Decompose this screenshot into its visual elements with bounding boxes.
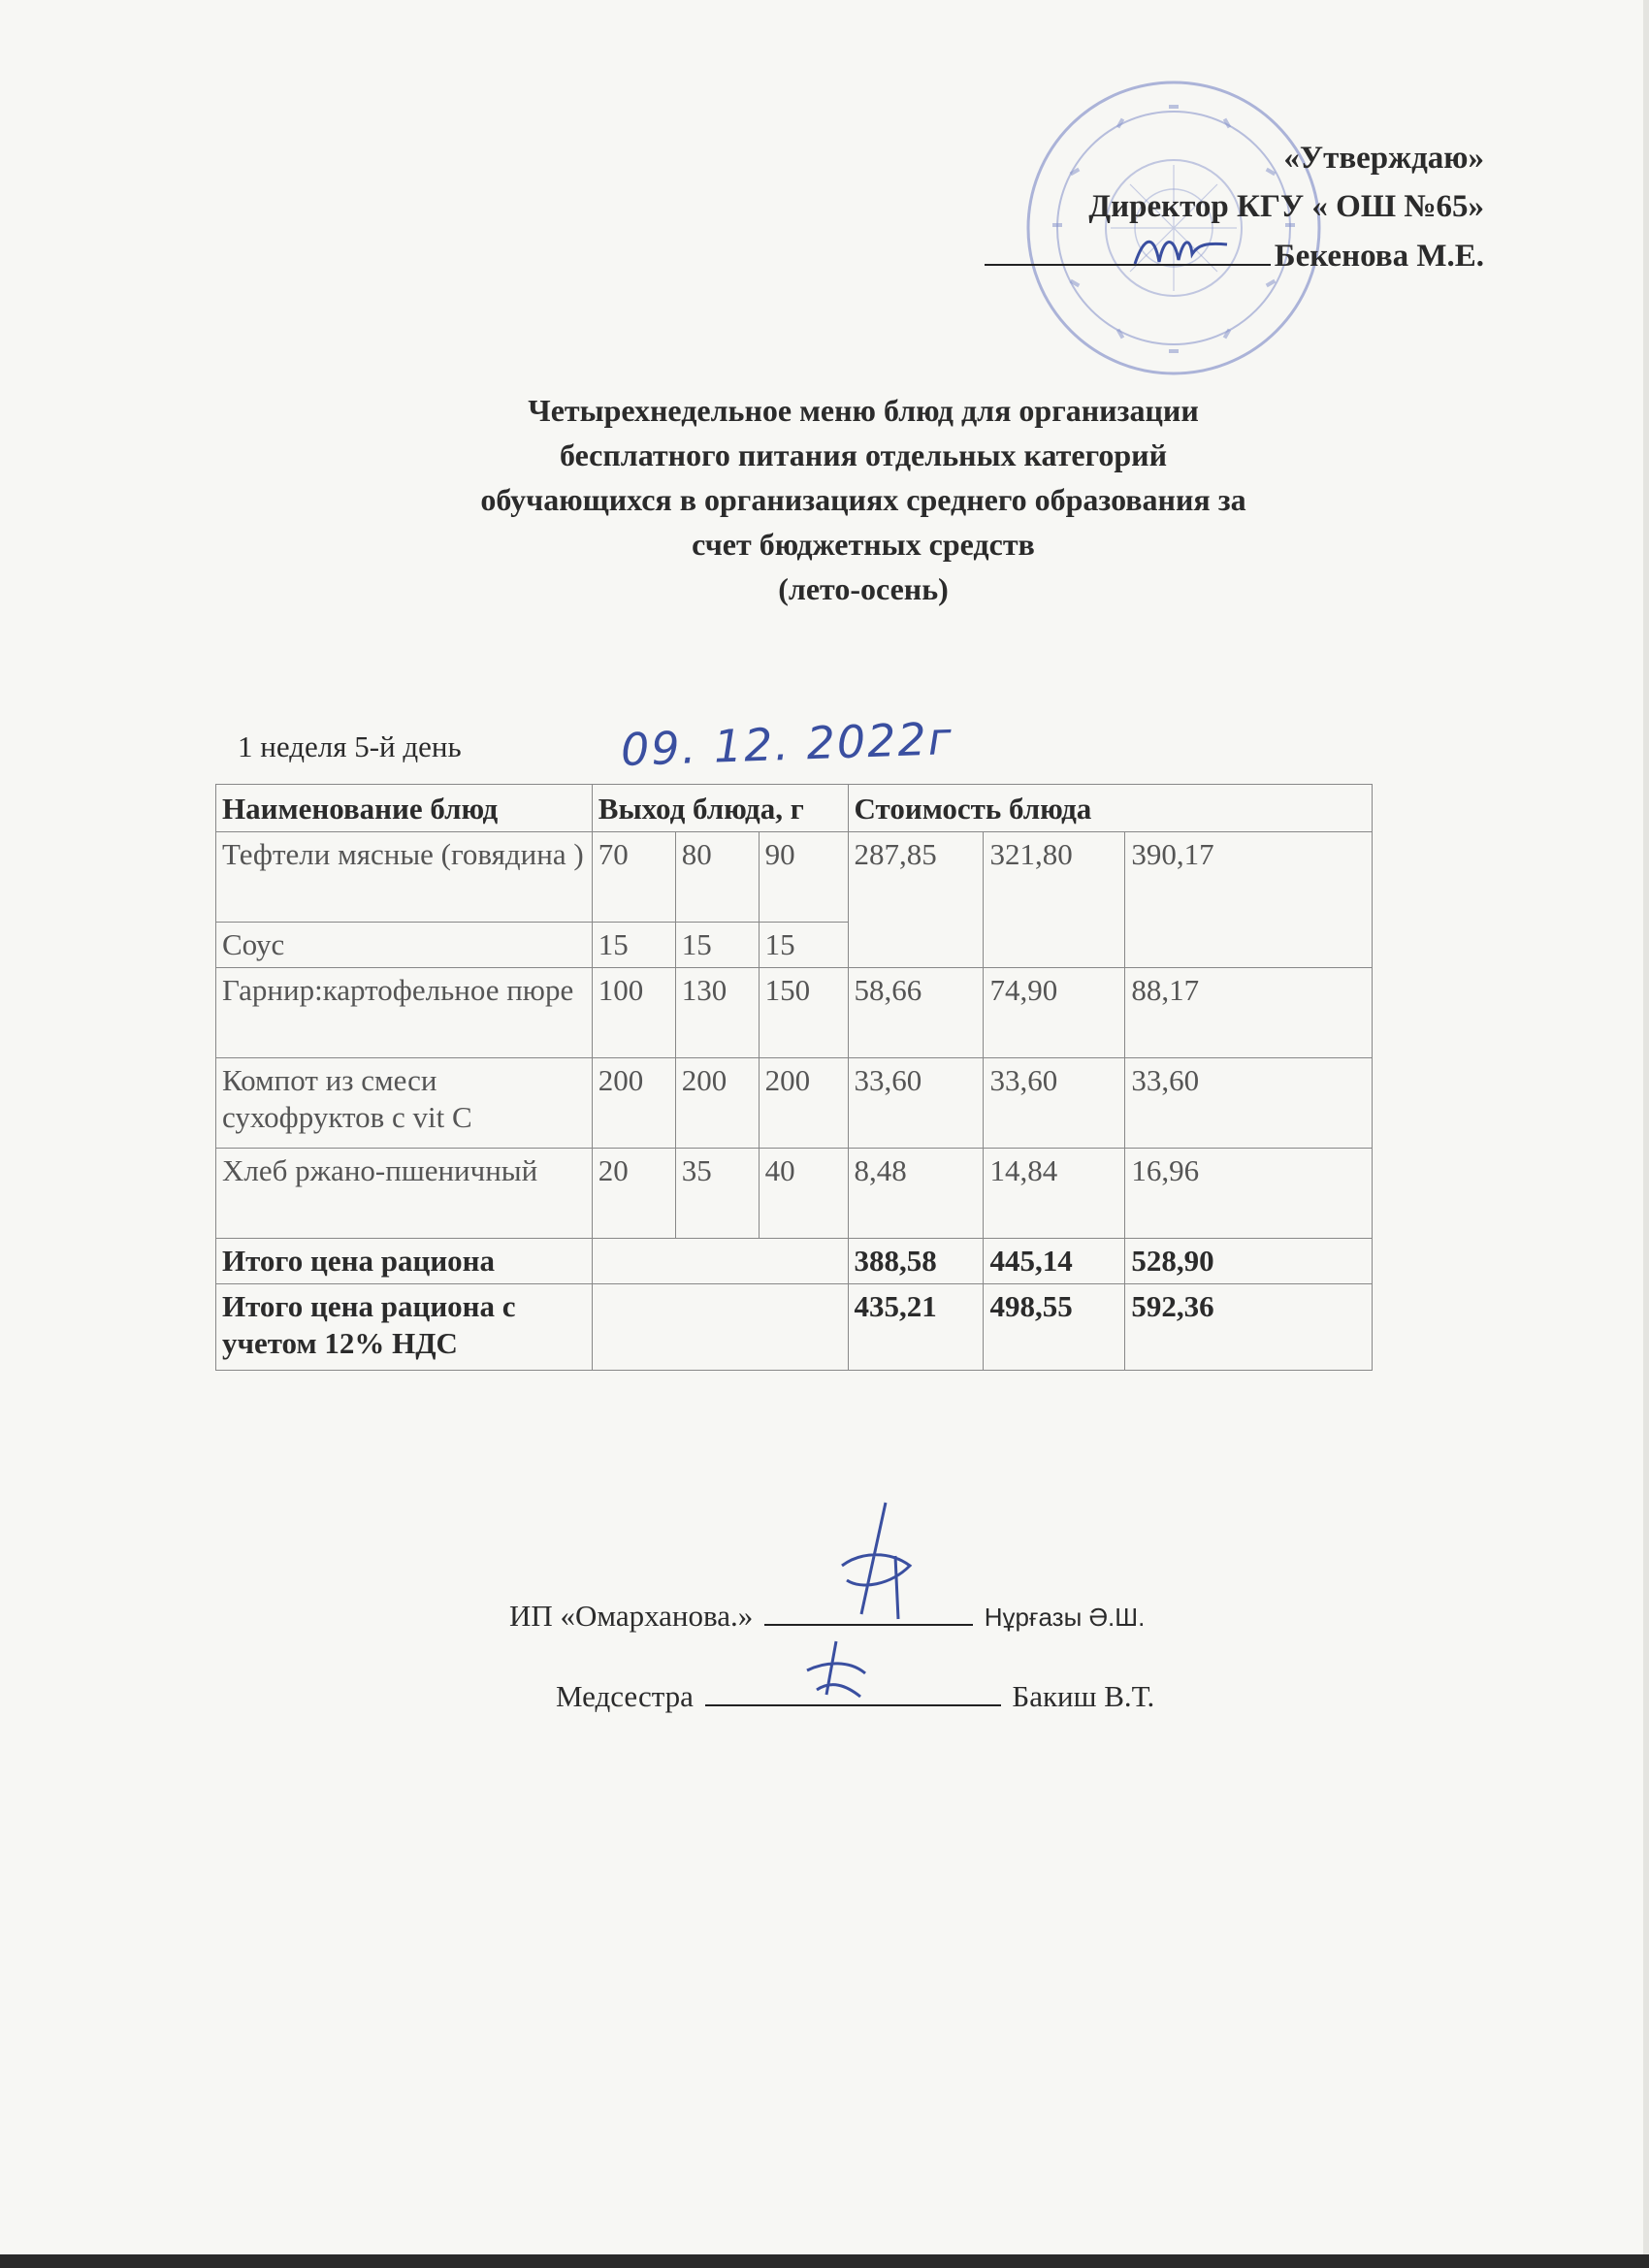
cost-cell: 74,90 <box>984 968 1125 1058</box>
yield-cell: 90 <box>759 832 848 923</box>
yield-cell: 200 <box>675 1058 759 1149</box>
dish-name: Компот из смеси сухофруктов с vit C <box>216 1058 593 1149</box>
title-line-3: обучающихся в организациях среднего образования за <box>480 482 1246 517</box>
supplier-label: ИП «Омарханова.» <box>509 1599 754 1633</box>
director-name: Бекенова М.Е. <box>1274 239 1484 274</box>
cost-cell: 33,60 <box>984 1058 1125 1149</box>
dish-name: Гарнир:картофельное пюре <box>216 968 593 1058</box>
table-row <box>216 1149 1373 1239</box>
supplier-name: Нұрғазы Ә.Ш. <box>984 1603 1146 1632</box>
nurse-signature-scribble-icon <box>797 1636 875 1704</box>
table-row <box>216 832 1373 923</box>
total-cost: 388,58 <box>848 1239 984 1284</box>
header-name: Наименование блюд <box>216 785 593 832</box>
cost-cell: 8,48 <box>848 1149 984 1239</box>
cost-cell: 287,85 <box>848 832 984 968</box>
cost-cell: 58,66 <box>848 968 984 1058</box>
cost-cell: 88,17 <box>1125 968 1373 1058</box>
nurse-label: Медсестра <box>556 1679 694 1713</box>
header-cost: Стоимость блюда <box>848 785 1372 832</box>
supplier-signature-scribble-icon <box>823 1498 929 1624</box>
total-row <box>216 1239 1373 1284</box>
cost-cell: 33,60 <box>1125 1058 1373 1149</box>
total-vat-label: Итого цена рациона с учетом 12% НДС <box>216 1284 593 1371</box>
yield-cell: 35 <box>675 1149 759 1239</box>
yield-cell: 40 <box>759 1149 848 1239</box>
yield-cell: 200 <box>592 1058 675 1149</box>
cost-cell: 390,17 <box>1125 832 1373 968</box>
yield-cell: 100 <box>592 968 675 1058</box>
table-row <box>216 968 1373 1058</box>
document-title <box>291 388 1436 611</box>
director-signature-scribble-icon <box>1130 225 1237 274</box>
total-vat-empty-cell <box>592 1284 848 1371</box>
cost-cell: 33,60 <box>848 1058 984 1149</box>
yield-cell: 15 <box>675 923 759 968</box>
table-row <box>216 1058 1373 1149</box>
yield-cell: 150 <box>759 968 848 1058</box>
total-vat-cost: 498,55 <box>984 1284 1125 1371</box>
scan-edge <box>1643 0 1649 2268</box>
total-cost: 528,90 <box>1125 1239 1373 1284</box>
nurse-signature-row <box>556 1675 1649 1714</box>
yield-cell: 80 <box>675 832 759 923</box>
dish-name: Соус <box>216 923 593 968</box>
cost-cell: 16,96 <box>1125 1149 1373 1239</box>
title-line-4: счет бюджетных средств <box>692 527 1035 562</box>
yield-cell: 130 <box>675 968 759 1058</box>
total-vat-cost: 435,21 <box>848 1284 984 1371</box>
supplier-signature-line <box>764 1595 973 1626</box>
cost-cell: 14,84 <box>984 1149 1125 1239</box>
week-day-label: 1 неделя 5-й день <box>238 729 462 763</box>
supplier-signature-row <box>509 1595 1649 1634</box>
table-header-row <box>216 785 1373 832</box>
yield-cell: 200 <box>759 1058 848 1149</box>
menu-table <box>215 784 1373 1371</box>
approval-signature-line <box>985 231 1484 280</box>
yield-cell: 70 <box>592 832 675 923</box>
scan-edge-bottom <box>0 2254 1649 2268</box>
director-signature <box>985 231 1271 266</box>
total-vat-cost: 592,36 <box>1125 1284 1373 1371</box>
nurse-signature-line <box>705 1675 1001 1706</box>
approval-heading: «Утверждаю» <box>1283 141 1484 176</box>
yield-cell: 20 <box>592 1149 675 1239</box>
total-vat-row <box>216 1284 1373 1371</box>
dish-name: Тефтели мясные (говядина ) <box>216 832 593 923</box>
header-yield: Выход блюда, г <box>592 785 848 832</box>
handwritten-date: 09. 12. 2022г <box>620 712 954 776</box>
total-label: Итого цена рациона <box>216 1239 593 1284</box>
yield-cell: 15 <box>759 923 848 968</box>
total-cost: 445,14 <box>984 1239 1125 1284</box>
dish-name: Хлеб ржано-пшеничный <box>216 1149 593 1239</box>
approval-position: Директор КГУ « ОШ №65» <box>1088 189 1484 224</box>
title-line-1: Четырехнедельное меню блюд для организации <box>528 393 1199 428</box>
nurse-name: Бакиш В.Т. <box>1012 1679 1155 1713</box>
title-line-2: бесплатного питания отдельных категорий <box>559 437 1167 472</box>
total-empty-cell <box>592 1239 848 1284</box>
cost-cell: 321,80 <box>984 832 1125 968</box>
title-line-5: (лето-осень) <box>778 571 949 606</box>
approval-block <box>985 134 1484 280</box>
yield-cell: 15 <box>592 923 675 968</box>
